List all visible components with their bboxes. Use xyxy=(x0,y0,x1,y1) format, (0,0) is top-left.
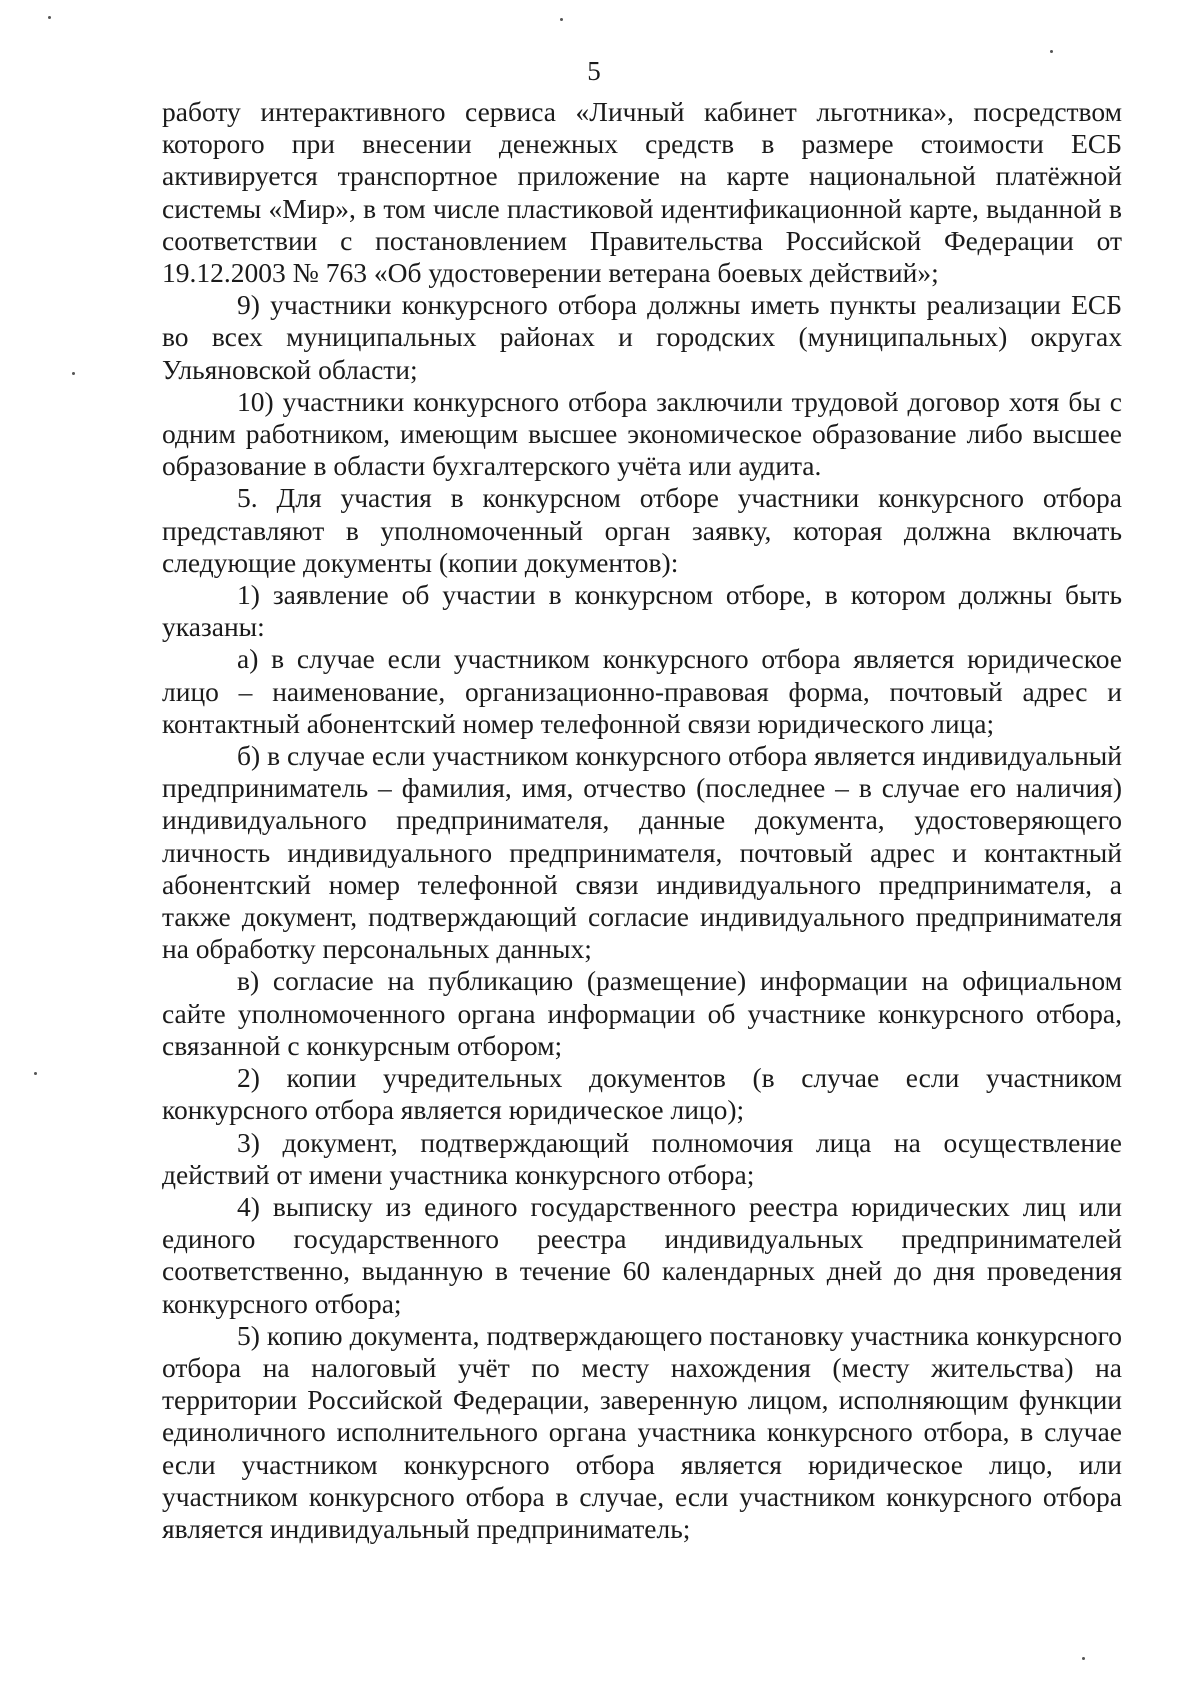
scan-speck xyxy=(560,18,563,21)
scan-speck xyxy=(1050,50,1053,53)
paragraph-subitem-b: б) в случае если участником конкурсного отбора является индивидуальный предприниматель – фамилия, имя, отчество (последнее – в случае его наличия) индивидуального предпринимателя, данные документа, удостоверяющего личность индивидуального предпринимателя, почтовый адрес и контактный абонентский номер телефонной связи индивидуального предпринимателя, а также документ, подтверждающий согласие индивидуального предпринимателя на обработку персональных данных; xyxy=(162,740,1122,965)
paragraph-clause-5: 5. Для участия в конкурсном отборе участники конкурсного отбора представляют в уполномоченный орган заявку, которая должна включать следующие документы (копии документов): xyxy=(162,482,1122,578)
page-number: 5 xyxy=(587,56,601,86)
document-body xyxy=(162,96,1122,1545)
paragraph-item-3: 3) документ, подтверждающий полномочия лица на осуществление действий от имени участника конкурсного отбора; xyxy=(162,1126,1122,1190)
paragraph-item-5: 5) копию документа, подтверждающего постановку участника конкурсного отбора на налоговый учёт по месту нахождения (месту жительства) на территории Российской Федерации, заверенную лицом, исполняющим функции единоличного исполнительного органа участника конкурсного отбора, в случае если участником конкурсного отбора является юридическое лицо, или участником конкурсного отбора в случае, если участником конкурсного отбора является индивидуальный предприниматель; xyxy=(162,1319,1122,1544)
paragraph-item-2: 2) копии учредительных документов (в случае если участником конкурсного отбора является юридическое лицо); xyxy=(162,1062,1122,1126)
scan-speck xyxy=(72,372,75,375)
paragraph-subitem-a: а) в случае если участником конкурсного отбора является юридическое лицо – наименование, организационно-правовая форма, почтовый адрес и контактный абонентский номер телефонной связи юридического лица; xyxy=(162,643,1122,739)
scan-speck xyxy=(34,1072,37,1075)
paragraph-item-1: 1) заявление об участии в конкурсном отборе, в котором должны быть указаны: xyxy=(162,579,1122,643)
scan-speck xyxy=(48,16,51,19)
paragraph-item-10: 10) участники конкурсного отбора заключили трудовой договор хотя бы с одним работником, имеющим высшее экономическое образование либо высшее образование в области бухгалтерского учёта или аудита. xyxy=(162,385,1122,482)
paragraph-item-9: 9) участники конкурсного отбора должны иметь пункты реализации ЕСБ во всех муниципальных районах и городских (муниципальных) округах Ульяновской области; xyxy=(162,289,1122,385)
paragraph-continuation: работу интерактивного сервиса «Личный кабинет льготника», посредством которого при внесении денежных средств в размере стоимости ЕСБ активируется транспортное приложение на карте национальной платёжной системы «Мир», в том числе пластиковой идентификационной карте, выданной в соответствии с постановлением Правительства Российской Федерации от 19.12.2003 № 763 «Об удостоверении ветерана боевых действий»; xyxy=(162,96,1122,289)
scan-speck xyxy=(1082,1657,1085,1660)
paragraph-item-4: 4) выписку из единого государственного реестра юридических лиц или единого государственного реестра индивидуальных предпринимателей соответственно, выданную в течение 60 календарных дней до дня проведения конкурсного отбора; xyxy=(162,1190,1122,1319)
paragraph-subitem-v: в) согласие на публикацию (размещение) информации на официальном сайте уполномоченного органа информации об участнике конкурсного отбора, связанной с конкурсным отбором; xyxy=(162,965,1122,1061)
